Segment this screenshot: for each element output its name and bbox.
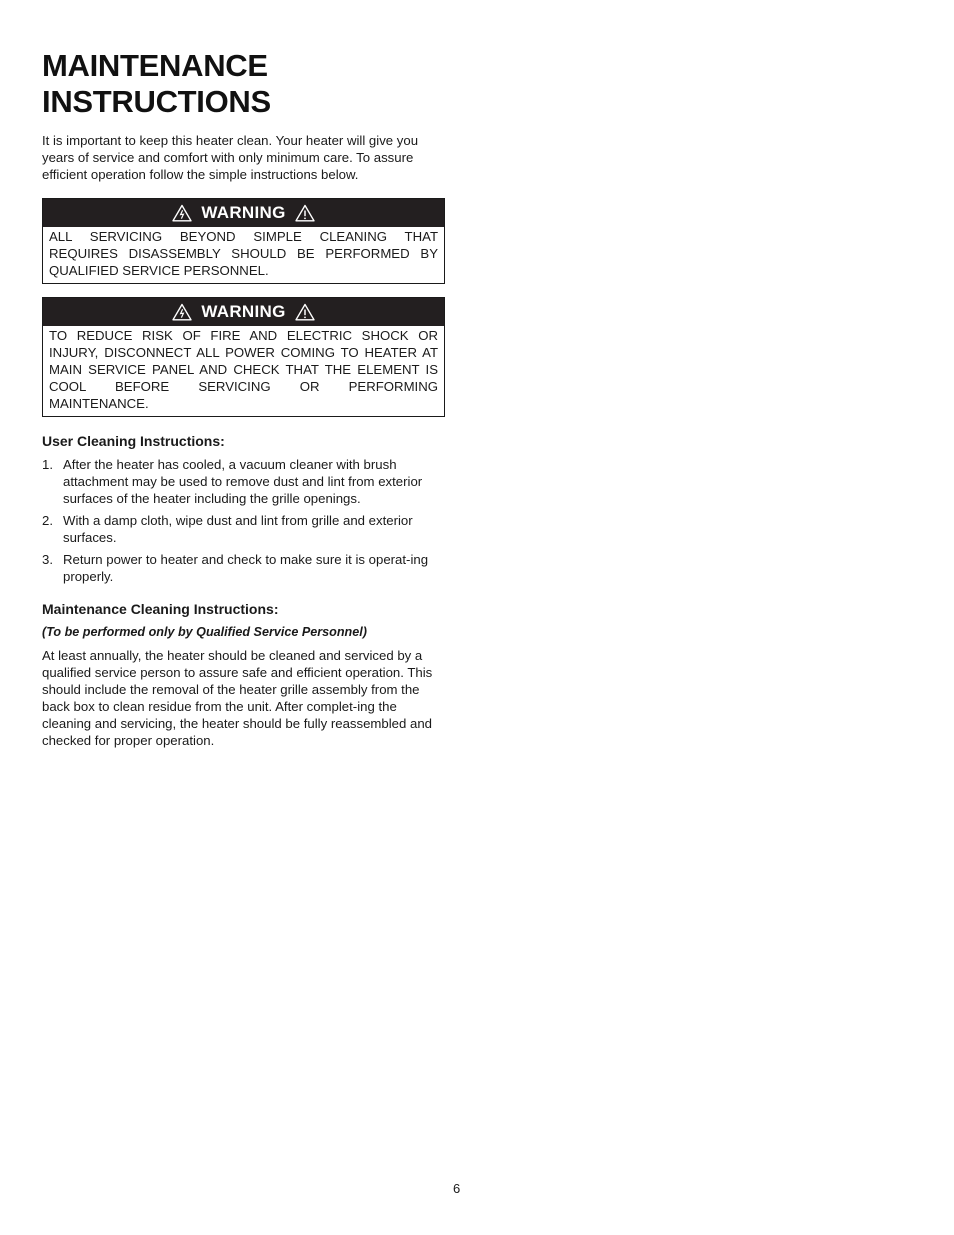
page-title — [42, 48, 446, 120]
warning-box-disconnect-power — [42, 297, 445, 417]
warning-text: ALL SERVICING BEYOND SIMPLE CLEANING THAT REQUIRES DISASSEMBLY SHOULD BE PERFORMED BY QUALIFIED SERVICE PERSONNEL. — [49, 229, 438, 279]
step-number: 3. — [42, 552, 53, 568]
warning-header — [43, 199, 444, 227]
page-title-line-2: INSTRUCTIONS — [42, 84, 271, 119]
warning-label: WARNING — [201, 302, 286, 322]
step-text: After the heater has cooled, a vacuum cleaner with brush attachment may be used to remove dust and lint from exterior surfaces of the heater including the grille openings. — [63, 457, 423, 507]
intro-paragraph: It is important to keep this heater clean. Your heater will give you years of service and comfort with only minimum care. To assure efficient operation follow the simple instructions below. — [42, 133, 419, 182]
qualified-personnel-note: (To be performed only by Qualified Service Personnel) — [42, 625, 367, 640]
user-cleaning-heading: User Cleaning Instructions: — [42, 433, 225, 450]
step-number: 2. — [42, 513, 53, 529]
page-title-line-1: MAINTENANCE — [42, 48, 268, 83]
page-content — [42, 48, 446, 749]
list-item — [42, 456, 446, 507]
electric-warning-triangle-icon — [172, 303, 192, 321]
step-text: With a damp cloth, wipe dust and lint from grille and exterior surfaces. — [63, 513, 413, 546]
warning-text: TO REDUCE RISK OF FIRE AND ELECTRIC SHOCK OR INJURY, DISCONNECT ALL POWER COMING TO HEATER AT MAIN SERVICE PANEL AND CHECK THAT THE ELEMENT IS COOL BEFORE SERVICING OR PERFORMING MAINTENANCE. — [49, 328, 438, 412]
warning-label: WARNING — [201, 203, 286, 223]
warning-header — [43, 298, 444, 326]
warning-triangle-icon — [295, 204, 315, 222]
maintenance-cleaning-heading: Maintenance Cleaning Instructions: — [42, 601, 279, 618]
list-item — [42, 512, 446, 546]
electric-warning-triangle-icon — [172, 204, 192, 222]
maintenance-cleaning-body: At least annually, the heater should be cleaned and serviced by a qualified service person to assure safe and efficient operation. This should include the removal of the heater grille assembly from the back box to clean residue from the unit. After complet-ing the cleaning and servicing, the heater should be fully reassembled and checked for proper operation. — [42, 648, 433, 749]
list-item — [42, 551, 446, 585]
page-number: 6 — [453, 1181, 461, 1196]
step-number: 1. — [42, 457, 53, 473]
warning-triangle-icon — [295, 303, 315, 321]
warning-box-servicing — [42, 198, 445, 284]
step-text: Return power to heater and check to make sure it is operat-ing properly. — [63, 552, 429, 585]
user-cleaning-steps — [42, 456, 446, 585]
